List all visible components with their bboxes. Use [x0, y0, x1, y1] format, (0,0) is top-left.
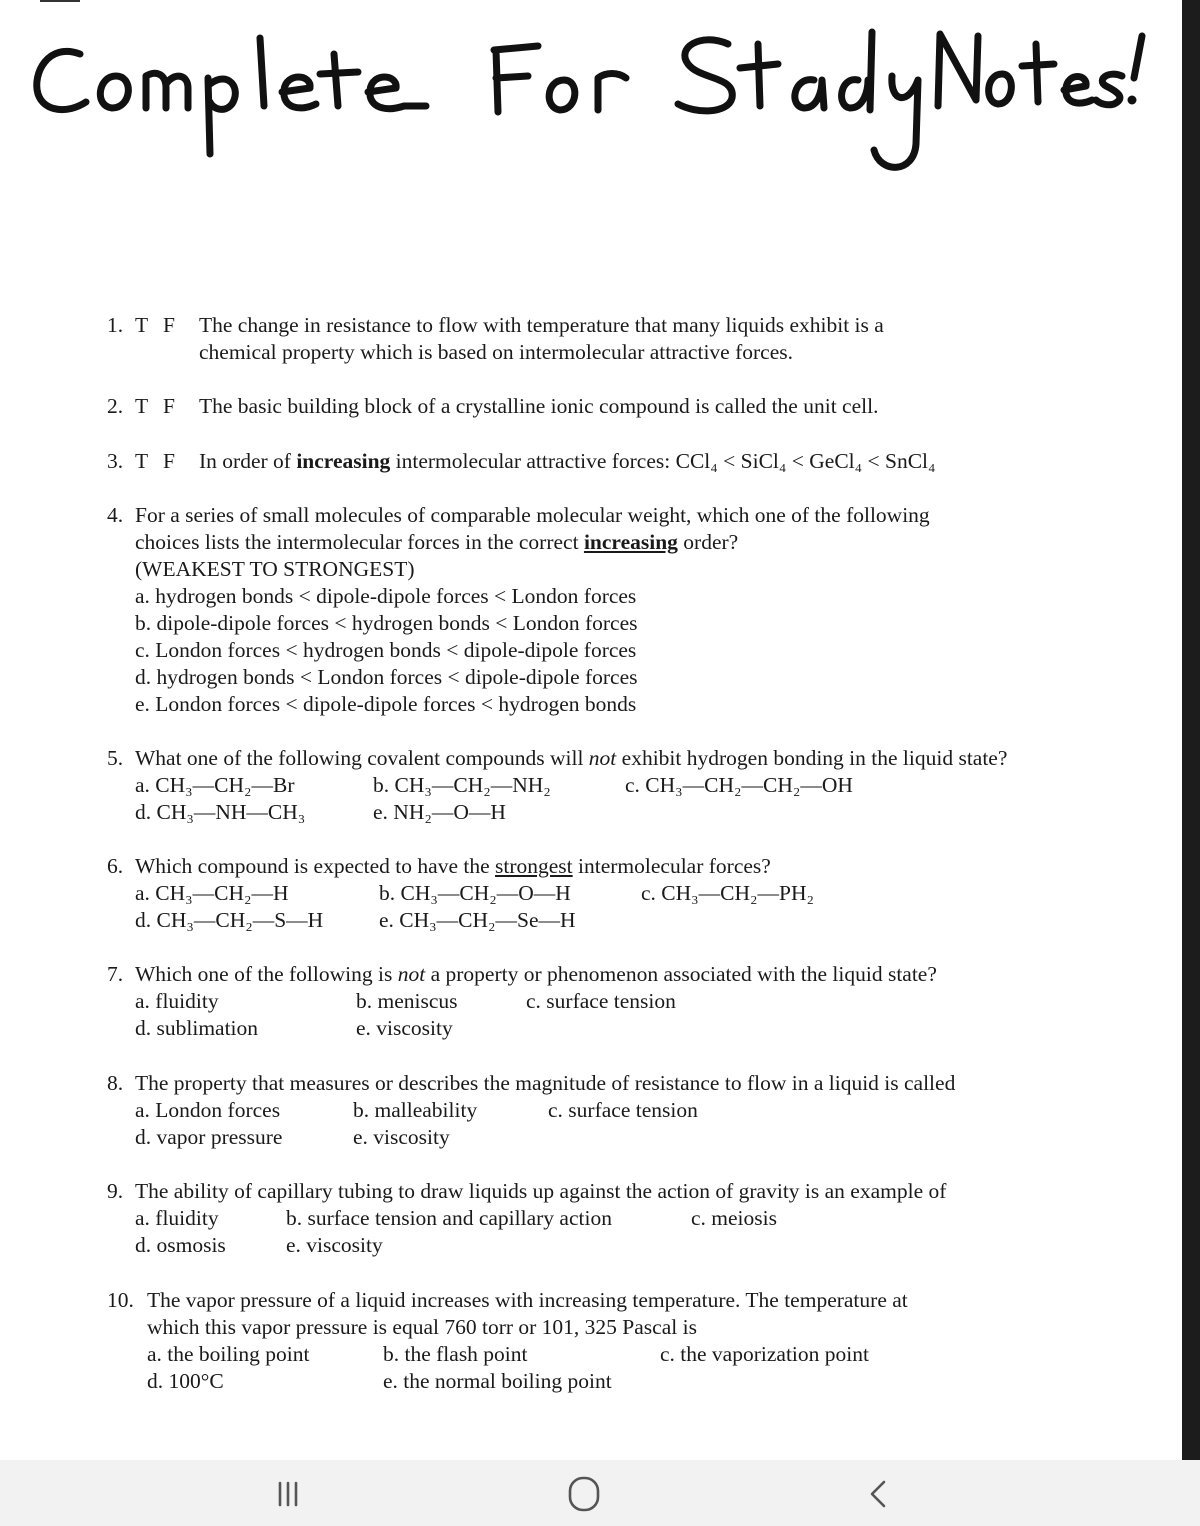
q8-option-c[interactable]: c. surface tension	[548, 1098, 698, 1122]
question-8	[107, 1070, 955, 1151]
q6-text-pre: Which compound is expected to have the	[135, 854, 490, 878]
q1-number: 1.	[107, 313, 124, 337]
q9-option-b[interactable]: b. surface tension and capillary action	[286, 1206, 612, 1230]
q10-option-d[interactable]: d. 100°C	[147, 1369, 224, 1393]
q4-option-d[interactable]: d. hydrogen bonds < London forces < dipole-dipole forces	[135, 665, 638, 689]
q7-text-pre: Which one of the following is	[135, 962, 393, 986]
q9-number: 9.	[107, 1179, 124, 1203]
q4-option-c[interactable]: c. London forces < hydrogen bonds < dipole-dipole forces	[135, 638, 637, 662]
q5-option-a[interactable]: a. CH₃—CH₂—Br	[135, 773, 295, 797]
q10-option-a[interactable]: a. the boiling point	[147, 1342, 310, 1366]
q7-number: 7.	[107, 962, 124, 986]
q1-false-option[interactable]: F	[163, 313, 175, 337]
q1-true-option[interactable]: T	[135, 313, 149, 337]
handwriting-drawing	[28, 14, 1158, 184]
q10-option-e[interactable]: e. the normal boiling point	[383, 1369, 612, 1393]
q7-option-c[interactable]: c. surface tension	[526, 989, 676, 1013]
q5-option-e[interactable]: e. NH₂—O—H	[373, 800, 506, 824]
q4-number: 4.	[107, 503, 124, 527]
q5-option-c[interactable]: c. CH₃—CH₂—CH₂—OH	[625, 773, 853, 797]
q9-option-a[interactable]: a. fluidity	[135, 1206, 219, 1230]
top-scan-mark	[40, 0, 80, 2]
q2-text: The basic building block of a crystalline ionic compound is called the unit cell.	[199, 394, 879, 418]
recents-icon	[268, 1474, 308, 1514]
page-edge-shadow	[1182, 0, 1200, 1460]
q3-text-post: intermolecular attractive forces: CCl₄ < SiCl₄ < GeCl₄ < SnCl₄	[395, 449, 936, 473]
q9-text: The ability of capillary tubing to draw liquids up against the action of gravity is an example of	[135, 1179, 947, 1203]
q4-text-line1: For a series of small molecules of comparable molecular weight, which one of the following	[135, 503, 930, 527]
q7-option-d[interactable]: d. sublimation	[135, 1016, 259, 1040]
q10-text-line2: which this vapor pressure is equal 760 torr or 101, 325 Pascal is	[147, 1315, 697, 1339]
q6-option-c[interactable]: c. CH₃—CH₂—PH₂	[641, 881, 814, 905]
q4-text-line2-bold: increasing	[583, 530, 678, 554]
q9-option-e[interactable]: e. viscosity	[286, 1233, 383, 1257]
q10-number: 10.	[107, 1288, 134, 1312]
recents-button[interactable]	[258, 1474, 318, 1514]
back-button[interactable]	[848, 1474, 908, 1514]
q4-option-b[interactable]: b. dipole-dipole forces < hydrogen bonds < London forces	[135, 611, 638, 635]
q3-false-option[interactable]: F	[163, 449, 175, 473]
q6-option-d[interactable]: d. CH₃—CH₂—S—H	[135, 908, 324, 932]
q6-option-e[interactable]: e. CH₃—CH₂—Se—H	[379, 908, 576, 932]
question-9	[107, 1178, 946, 1259]
back-icon	[858, 1474, 898, 1514]
q4-option-a[interactable]: a. hydrogen bonds < dipole-dipole forces < London forces	[135, 584, 637, 608]
q6-option-b[interactable]: b. CH₃—CH₂—O—H	[379, 881, 571, 905]
q1-text-line2: chemical property which is based on intermolecular attractive forces.	[199, 340, 793, 364]
q4-text-line2-pre: choices lists the intermolecular forces in the correct	[135, 530, 579, 554]
question-1	[107, 312, 884, 366]
q9-option-d[interactable]: d. osmosis	[135, 1233, 226, 1257]
q7-text-italic: not	[397, 962, 426, 986]
q10-option-c[interactable]: c. the vaporization point	[660, 1342, 869, 1366]
q3-true-option[interactable]: T	[135, 449, 149, 473]
navigation-bar	[0, 1460, 1200, 1526]
q8-option-d[interactable]: d. vapor pressure	[135, 1125, 283, 1149]
q5-text-post: exhibit hydrogen bonding in the liquid state?	[621, 746, 1008, 770]
home-icon	[562, 1472, 606, 1516]
q1-text-line1: The change in resistance to flow with temperature that many liquids exhibit is a	[199, 313, 884, 337]
q8-option-b[interactable]: b. malleability	[353, 1098, 478, 1122]
question-2	[107, 393, 878, 420]
q8-number: 8.	[107, 1071, 124, 1095]
q8-option-e[interactable]: e. viscosity	[353, 1125, 450, 1149]
q5-option-d[interactable]: d. CH₃—NH—CH₃	[135, 800, 306, 824]
exclamation-dot	[1128, 96, 1137, 105]
q3-text-pre: In order of	[199, 449, 291, 473]
question-10	[107, 1287, 908, 1395]
q6-number: 6.	[107, 854, 124, 878]
q10-text-line1: The vapor pressure of a liquid increases with increasing temperature. The temperature at	[147, 1288, 908, 1312]
q7-option-b[interactable]: b. meniscus	[356, 989, 458, 1013]
q7-text-post: a property or phenomenon associated with the liquid state?	[430, 962, 937, 986]
q6-text-post: intermolecular forces?	[578, 854, 771, 878]
q7-option-e[interactable]: e. viscosity	[356, 1016, 453, 1040]
handwritten-title	[28, 14, 1158, 184]
q4-text-line2-post: order?	[683, 530, 739, 554]
q8-text: The property that measures or describes the magnitude of resistance to flow in a liquid is called	[135, 1071, 956, 1095]
home-button[interactable]	[554, 1474, 614, 1514]
q8-option-a[interactable]: a. London forces	[135, 1098, 281, 1122]
question-4	[107, 502, 930, 718]
q10-option-b[interactable]: b. the flash point	[383, 1342, 528, 1366]
q2-number: 2.	[107, 394, 124, 418]
question-5	[107, 745, 1007, 826]
q4-text-line3: (WEAKEST TO STRONGEST)	[135, 557, 415, 581]
q9-option-c[interactable]: c. meiosis	[691, 1206, 777, 1230]
q5-text-italic: not	[588, 746, 617, 770]
q2-true-option[interactable]: T	[135, 394, 149, 418]
q5-option-b[interactable]: b. CH₃—CH₂—NH₂	[373, 773, 551, 797]
q4-option-e[interactable]: e. London forces < dipole-dipole forces < hydrogen bonds	[135, 692, 637, 716]
question-6	[107, 853, 814, 934]
q6-option-a[interactable]: a. CH₃—CH₂—H	[135, 881, 289, 905]
q5-number: 5.	[107, 746, 124, 770]
q2-false-option[interactable]: F	[163, 394, 175, 418]
question-7	[107, 961, 937, 1042]
q3-text-bold: increasing	[296, 449, 391, 473]
q5-text-pre: What one of the following covalent compounds will	[135, 746, 584, 770]
q6-text-underline: strongest	[495, 854, 573, 878]
q3-number: 3.	[107, 449, 124, 473]
question-3	[107, 448, 936, 475]
q7-option-a[interactable]: a. fluidity	[135, 989, 219, 1013]
